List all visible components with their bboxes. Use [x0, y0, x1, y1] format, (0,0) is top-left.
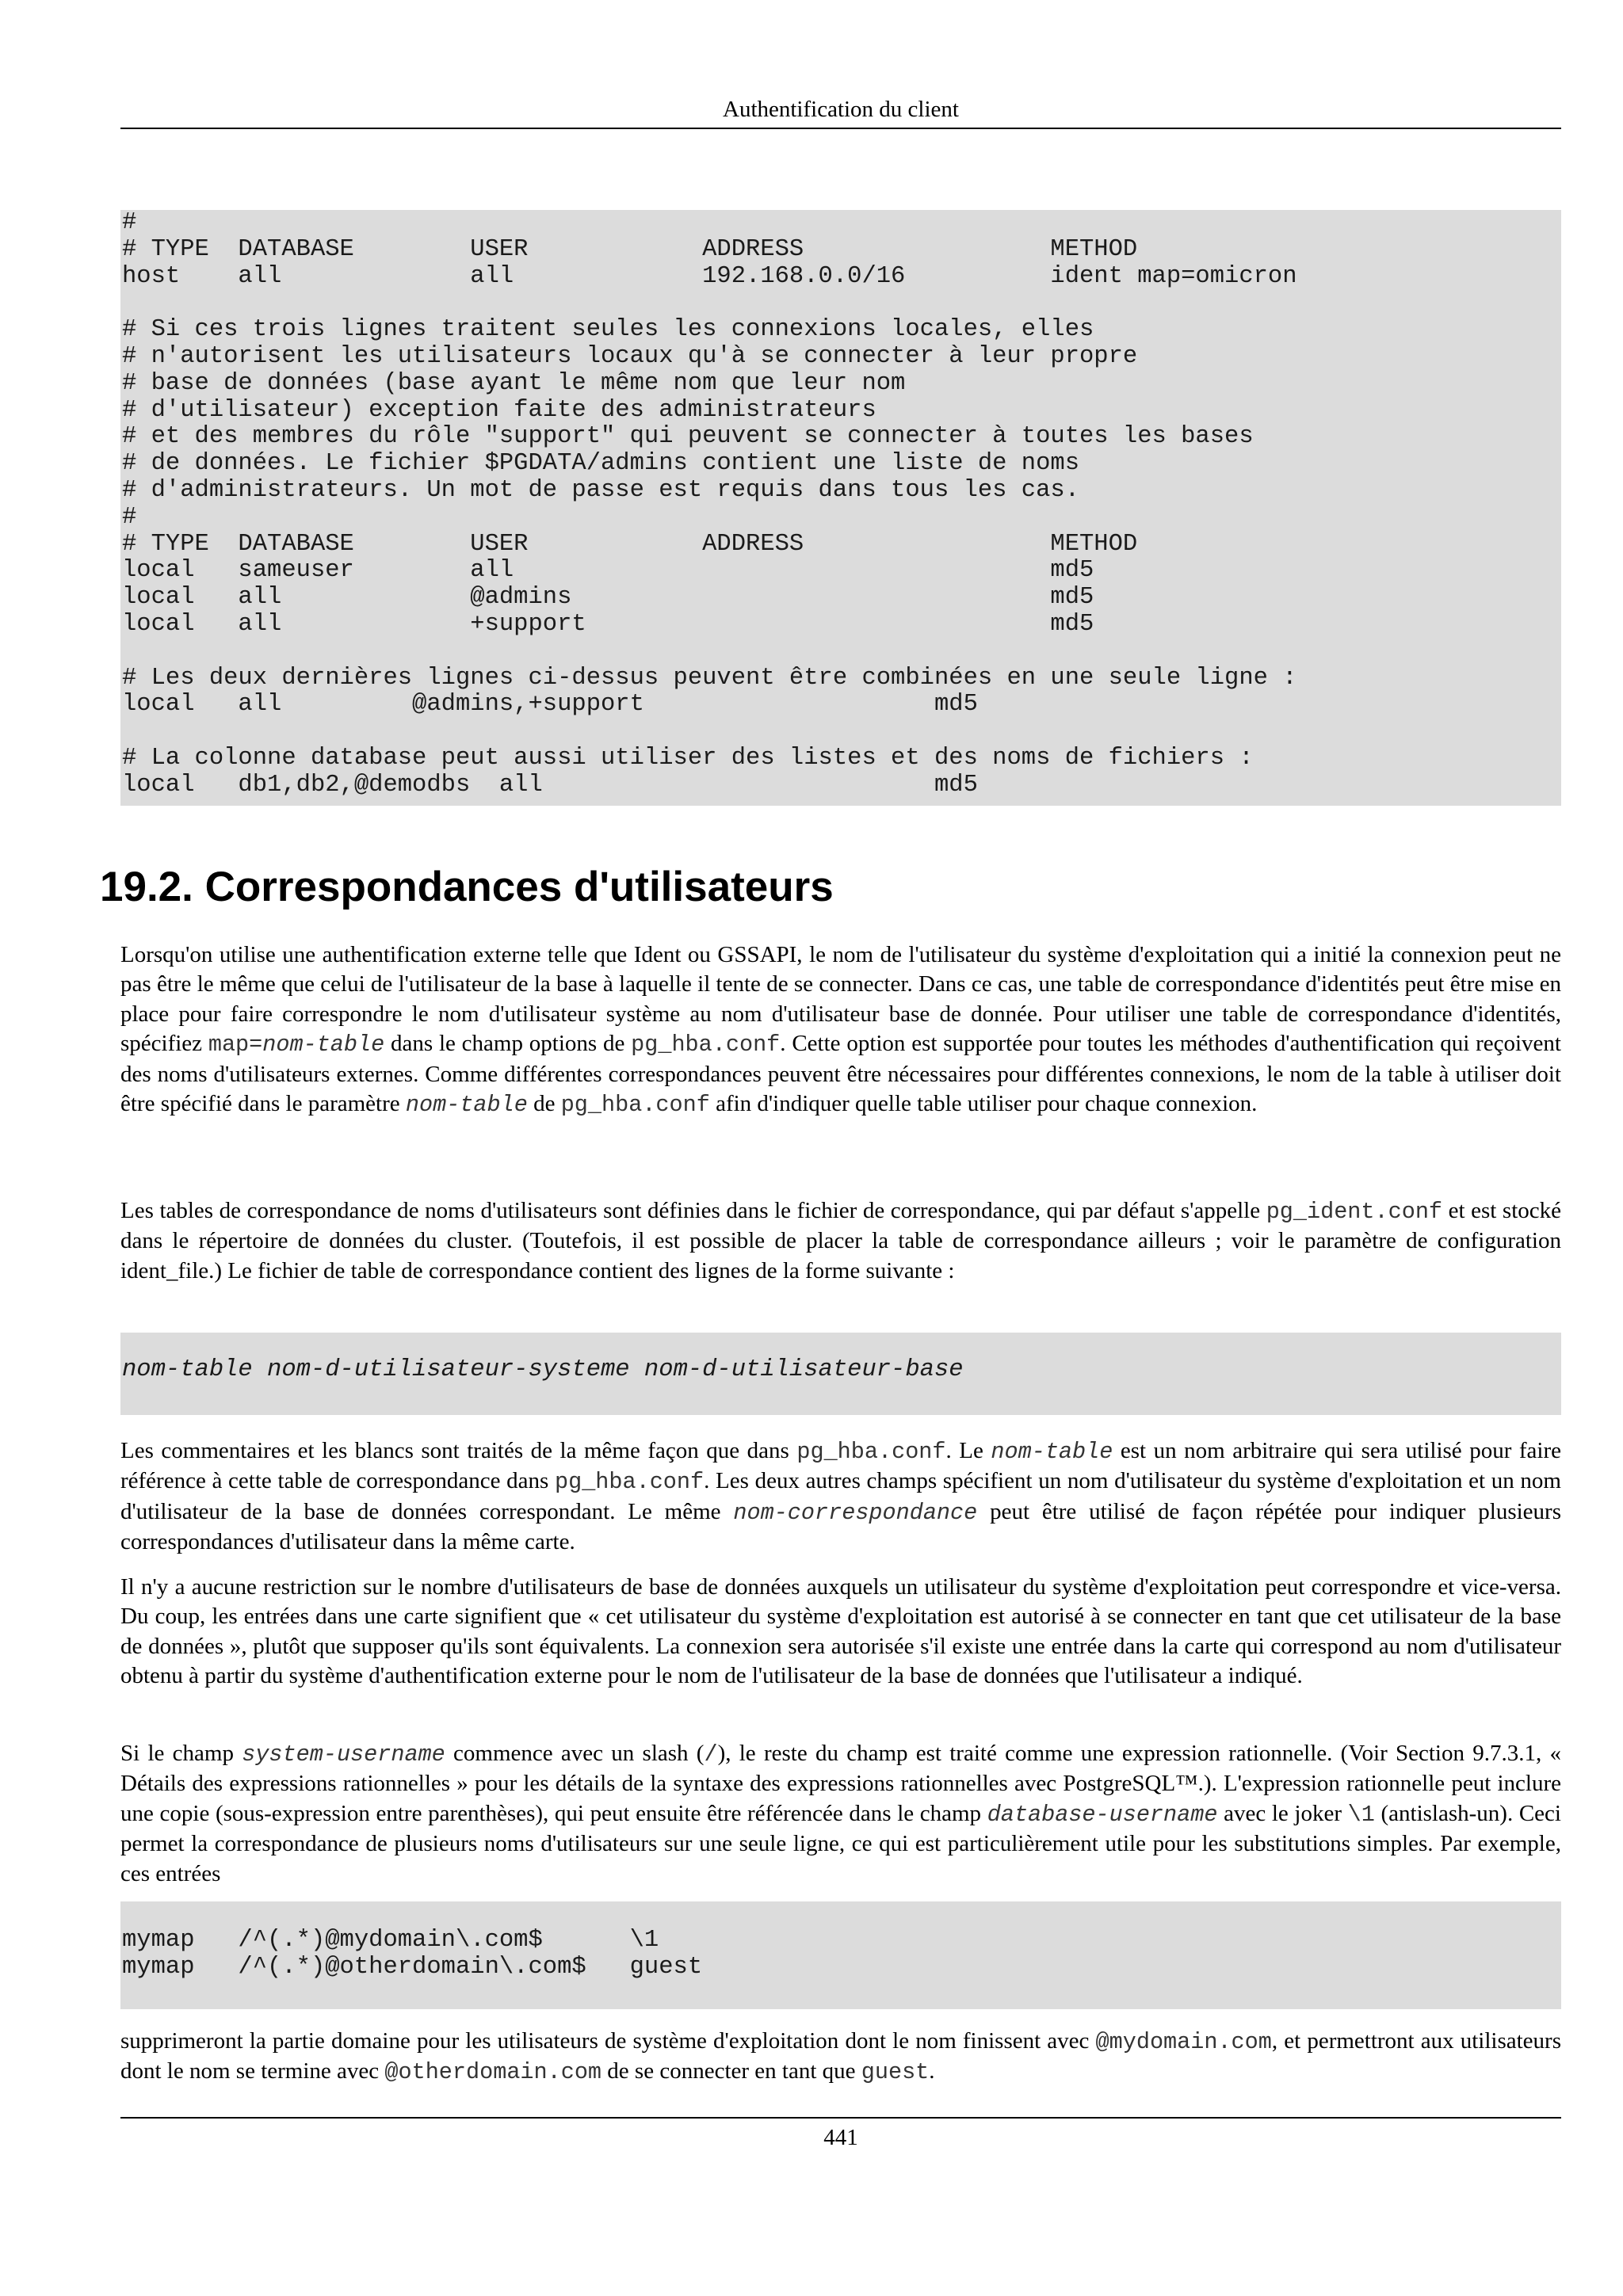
code-line: # d'utilisateur) exception faite des administrateurs [122, 396, 876, 424]
code-inline: @mydomain.com [1095, 2029, 1272, 2055]
code-line: # n'autorisent les utilisateurs locaux qu'à se connecter à leur propre [122, 342, 1138, 370]
running-header: Authentification du client [723, 97, 959, 122]
paragraph-map-file [120, 1196, 1561, 1286]
code-inline: guest [861, 2059, 930, 2086]
text-run: Si le champ [120, 1741, 242, 1766]
text-run: . [929, 2058, 935, 2084]
code-block-map-format [120, 1333, 1561, 1415]
paragraph-intro [120, 940, 1561, 1119]
text-run: (antislash-un). Ceci permet la correspondance de plusieurs noms d'utilisateurs sur une seule ligne, ce qui est particulièrement utile pour les substitutions simples. Par exemple, ces entrées [120, 1800, 1561, 1886]
code-inline: nom-table [405, 1092, 528, 1119]
text-run: de [527, 1091, 561, 1117]
code-line: # Les deux dernières lignes ci-dessus peuvent être combinées en une seule ligne : [122, 664, 1297, 692]
paragraph-comments [120, 1436, 1561, 1558]
code-line: local all +support md5 [122, 610, 1094, 638]
paragraph-restrictions: Il n'y a aucune restriction sur le nombre d'utilisateurs de base de données auxquels un utilisateur du système d'exploitation peut correspondre et vice-versa. Du coup, les entrées dans une carte signifient que « cet utilisateur du système d'exploitation est autorisé à se connecter en tant que cet utilisateur de la base de données », plutôt que supposer qu'ils sont équivalents. La connexion sera autorisée s'il existe une entrée dans la carte qui correspond au nom d'utilisateur obtenu à partir du système d'authentification externe pour le nom de l'utilisateur de la base de données que l'utilisateur a indiqué. [120, 1574, 1561, 1689]
code-inline: pg_hba.conf [796, 1439, 946, 1465]
code-line: # de données. Le fichier $PGDATA/admins contient une liste de noms [122, 450, 1079, 478]
code-inline: @otherdomain.com [384, 2059, 602, 2086]
code-line: # d'administrateurs. Un mot de passe est requis dans tous les cas. [122, 476, 1079, 504]
code-line: mymap /^(.*)@otherdomain\.com$ guest [122, 1953, 703, 1981]
code-inline: pg_ident.conf [1266, 1199, 1443, 1225]
code-line: host all all 192.168.0.0/16 ident map=omicron [122, 262, 1297, 290]
code-line: # TYPE DATABASE USER ADDRESS METHOD [122, 530, 1138, 558]
text-run: commence avec un slash ( [445, 1741, 705, 1766]
code-line: # base de données (base ayant le même nom que leur nom [122, 369, 906, 397]
code-line: local all @admins md5 [122, 584, 1094, 612]
code-line: # Si ces trois lignes traitent seules les connexions locales, elles [122, 316, 1094, 344]
code-block-mymap [120, 1901, 1561, 2009]
section-heading: 19.2. Correspondances d'utilisateurs [100, 864, 834, 910]
text-run: de se connecter en tant que [601, 2058, 861, 2084]
text-run: . Cette option est supportée pour toutes les méthodes d'authentification qui reçoivent des noms d'utilisateurs externes. Comme différentes correspondances peuvent être nécessaires pour différentes connexions, le nom de la table à utiliser doit être spécifié dans le paramètre [120, 1031, 1561, 1117]
text-run: Les tables de correspondance de noms d'utilisateurs sont définies dans le fichier de correspondance, qui par défaut s'appelle [120, 1198, 1266, 1223]
code-line: # et des membres du rôle "support" qui peuvent se connecter à toutes les bases [122, 423, 1254, 451]
text-run: Lorsqu'on utilise une authentification externe telle que Ident ou GSSAPI, le nom de l'utilisateur du système d'exploitation qui a initié la connexion peut ne pas être le même que celui de l'utilisateur de la base à laquelle il tente de se connecter. Dans ce cas, une table de correspondance d'identités peut être mise en place pour faire correspondre le nom d'utilisateur système au nom d'utilisateur base de donnée. Pour utiliser une table de correspondance d'identités, spécifiez [120, 942, 1561, 1057]
code-inline: pg_hba.conf [560, 1092, 710, 1119]
code-line: nom-table nom-d-utilisateur-systeme nom-d-utilisateur-base [122, 1356, 964, 1383]
paragraph-result [120, 2027, 1561, 2088]
code-line: # [122, 210, 137, 236]
code-inline: pg_hba.conf [554, 1469, 705, 1496]
paragraph-regex [120, 1739, 1561, 1889]
code-inline: nom-correspondance [733, 1499, 978, 1526]
code-inline: database-username [987, 1801, 1218, 1828]
text-run: . Le [945, 1438, 991, 1463]
code-line: # La colonne database peut aussi utiliser des listes et des noms de fichiers : [122, 744, 1254, 772]
text-run: avec le joker [1217, 1800, 1348, 1826]
footer-divider [120, 2117, 1561, 2119]
code-inline: \1 [1347, 1801, 1375, 1828]
code-inline: system-username [242, 1741, 445, 1768]
page-number: 441 [823, 2125, 858, 2150]
code-line: # [122, 503, 137, 531]
code-line [122, 639, 1561, 666]
code-inline: nom-table [262, 1032, 385, 1058]
text-run: supprimeront la partie domaine pour les utilisateurs de système d'exploitation dont le nom finissent avec [120, 2028, 1096, 2054]
code-inline: pg_hba.conf [631, 1032, 781, 1058]
text-run: afin d'indiquer quelle table utiliser pour chaque connexion. [709, 1091, 1258, 1117]
code-line: local all @admins,+support md5 [122, 691, 978, 719]
code-block-pg-hba [120, 210, 1561, 806]
text-run: et est stocké dans le répertoire de données du cluster. (Toutefois, il est possible de placer la table de correspondance ailleurs ; voir le paramètre de configuration ident_file.) Le fichier de table de correspondance contient des lignes de la forme suivante : [120, 1198, 1561, 1283]
text-run: dans le champ options de [384, 1031, 632, 1057]
code-line: local sameuser all md5 [122, 557, 1094, 585]
header-divider [120, 128, 1561, 129]
text-run: . Les deux autres champs spécifient un nom d'utilisateur du système d'exploitation et un nom d'utilisateur de la base de données correspondant. Le même [120, 1468, 1561, 1524]
text-run: peut être utilisé de façon répétée pour indiquer plusieurs correspondances d'utilisateur dans la même carte. [120, 1498, 1561, 1555]
code-line [122, 719, 1561, 746]
code-line: mymap /^(.*)@mydomain\.com$ \1 [122, 1927, 659, 1954]
code-inline: map= [208, 1032, 263, 1058]
code-line: # TYPE DATABASE USER ADDRESS METHOD [122, 235, 1138, 263]
text-run: Les commentaires et les blancs sont traités de la même façon que dans [120, 1438, 797, 1463]
code-line: local db1,db2,@demodbs all md5 [122, 771, 978, 799]
text-run: est un nom arbitraire qui sera utilisé pour faire référence à cette table de correspondance dans [120, 1438, 1561, 1494]
code-inline: / [704, 1741, 718, 1768]
code-inline: nom-table [991, 1439, 1113, 1465]
text-run: , et permettront aux utilisateurs dont le nom se termine avec [120, 2028, 1561, 2084]
text-run: ), le reste du champ est traité comme une expression rationnelle. (Voir Section 9.7.3.1, « Détails des expressions rationnelles » pour les détails de la syntaxe des expressions rationnelles avec PostgreSQL™.). L'expression rationnelle peut inclure une copie (sous-expression entre parenthèses), qui peut ensuite être référencée dans le champ [120, 1741, 1562, 1826]
code-line [122, 290, 1561, 317]
